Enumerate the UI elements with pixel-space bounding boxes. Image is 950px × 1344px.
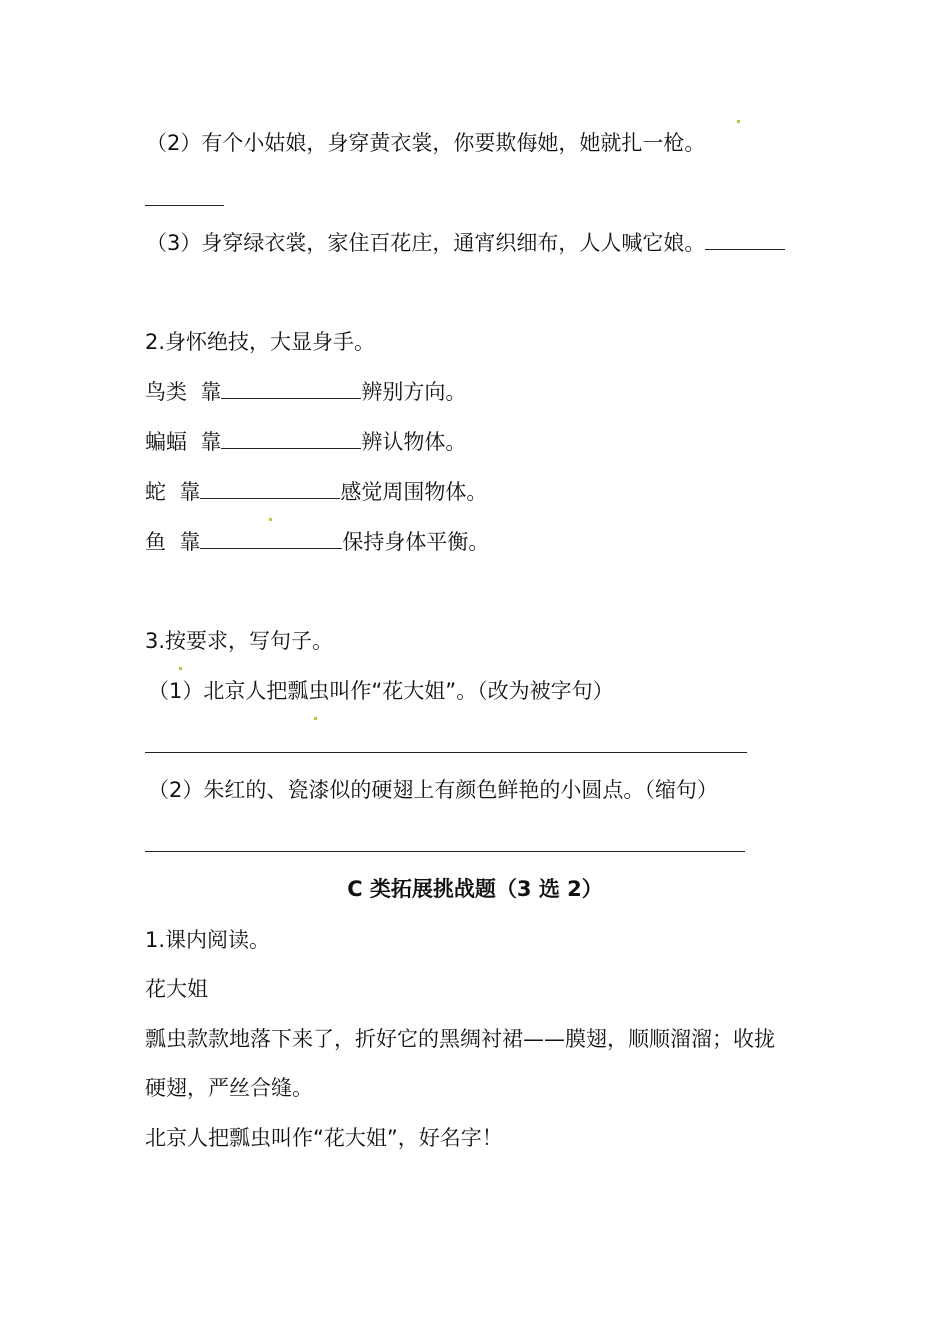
passage-para-1-line-1: 瓢虫款款地落下来了，折好它的黑绸衬裙——膜翅，顺顺溜溜；收拢 [145, 1027, 775, 1051]
q2-animal: 鸟类 [145, 380, 187, 404]
q2-blank-snake[interactable] [200, 478, 340, 499]
q2-row-snake [145, 477, 487, 507]
riddle-3 [146, 228, 785, 258]
q2-tail: 保持身体平衡。 [342, 530, 490, 554]
q3-item-2: （2）朱红的、瓷漆似的硬翅上有颜色鲜艳的小圆点。（缩句） [148, 778, 718, 802]
q3-item-1: （1）北京人把瓢虫叫作“花大姐”。（改为被字句） [148, 679, 614, 703]
riddle-3-answer-blank[interactable] [705, 229, 785, 250]
q2-animal: 鱼 [145, 530, 166, 554]
q2-kao: 靠 [179, 530, 201, 554]
speck [179, 667, 182, 670]
section-c-heading: C 类拓展挑战题（3 选 2） [347, 877, 603, 901]
passage-title: 花大姐 [145, 977, 208, 1001]
riddle-2 [146, 128, 705, 158]
q2-kao: 靠 [179, 480, 201, 504]
q2-kao: 靠 [200, 430, 222, 454]
q2-blank-fish[interactable] [200, 528, 342, 549]
riddle-2-text: （2）有个小姑娘，身穿黄衣裳，你要欺侮她，她就扎一枪。 [146, 131, 706, 155]
q2-title: 2.身怀绝技，大显身手。 [145, 330, 376, 354]
q3-item-2-answer-line[interactable] [145, 851, 745, 852]
q2-blank-bats[interactable] [221, 428, 361, 449]
passage-para-2: 北京人把瓢虫叫作“花大姐”，好名字！ [145, 1126, 503, 1150]
q3-item-1-answer-line[interactable] [145, 752, 747, 753]
q2-kao: 靠 [200, 380, 222, 404]
q2-tail: 辨别方向。 [361, 380, 467, 404]
q2-row-birds [145, 377, 466, 407]
q3-title: 3.按要求，写句子。 [145, 629, 334, 653]
q2-row-bats [145, 427, 466, 457]
q2-row-fish [145, 527, 489, 557]
speck [314, 717, 317, 720]
speck [269, 518, 272, 521]
q2-blank-birds[interactable] [221, 378, 361, 399]
q2-animal: 蝙蝠 [145, 430, 187, 454]
speck [737, 120, 740, 123]
section-c-q1-title: 1.课内阅读。 [145, 928, 271, 952]
riddle-3-text: （3）身穿绿衣裳，家住百花庄，通宵织细布，人人喊它娘。 [146, 231, 706, 255]
q2-tail: 辨认物体。 [361, 430, 467, 454]
q2-animal: 蛇 [145, 480, 166, 504]
riddle-2-answer-blank[interactable] [145, 205, 224, 206]
q2-tail: 感觉周围物体。 [340, 480, 488, 504]
passage-para-1-line-2: 硬翅，严丝合缝。 [145, 1076, 313, 1100]
